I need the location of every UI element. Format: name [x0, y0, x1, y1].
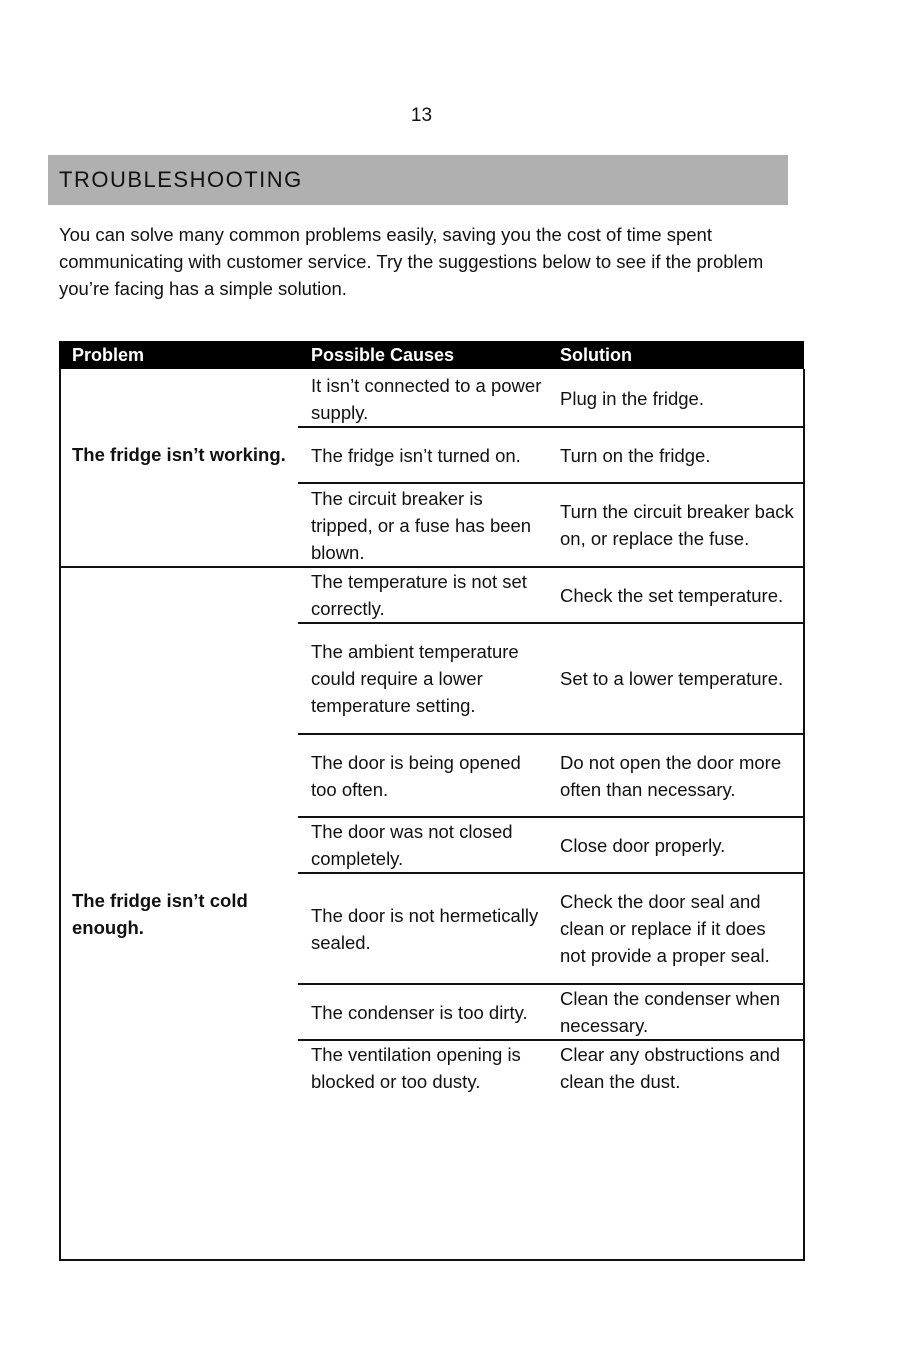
cause-cell: The ventilation opening is blocked or too dusty. [311, 1044, 521, 1092]
solution-cell: Clean the condenser when necessary. [560, 988, 781, 1036]
solution-cell: Check the set temperature. [560, 584, 784, 606]
header-possible-causes: Possible Causes [311, 345, 455, 365]
cause-cell: The fridge isn’t turned on. [311, 444, 521, 466]
section-title: TROUBLESHOOTING [59, 167, 303, 192]
troubleshooting-table [59, 341, 804, 1261]
problem-fridge-not-cold: The fridge isn’t cold enough. [72, 890, 248, 938]
table-border-right [803, 369, 805, 1261]
problem-fridge-not-working: The fridge isn’t working. [72, 444, 286, 465]
solution-cell: Check the door seal and clean or replace if it does not provide a proper seal. [560, 891, 770, 966]
solution-cell: Plug in the fridge. [560, 388, 704, 409]
cause-cell: The condenser is too dirty. [311, 1001, 528, 1023]
cause-cell: It isn’t connected to a power supply. [311, 374, 542, 423]
page-number: 13 [410, 105, 433, 126]
table-header [59, 341, 804, 369]
solution-cell: Turn the circuit breaker back on, or replace the fuse. [560, 501, 794, 549]
solution-cell: Close door properly. [560, 834, 726, 856]
cause-cell: The ambient temperature could require a lower temperature setting. [311, 641, 519, 716]
cause-cell: The door is being opened too often. [311, 751, 521, 800]
section-banner [48, 155, 788, 205]
solution-cell: Turn on the fridge. [560, 444, 711, 466]
header-problem: Problem [72, 345, 145, 365]
solution-cell: Clear any obstructions and clean the dust. [560, 1044, 781, 1092]
table-border-bottom-left [59, 1259, 299, 1261]
cause-cell: The door was not closed completely. [311, 821, 513, 869]
cause-cell: The door is not hermetically sealed. [311, 904, 539, 953]
header-solution: Solution [560, 345, 632, 365]
cause-cell: The temperature is not set correctly. [311, 571, 527, 619]
cause-cell: The circuit breaker is tripped, or a fuse has been blown. [311, 487, 532, 563]
solution-cell: Do not open the door more often than necessary. [560, 751, 782, 800]
solution-cell: Set to a lower temperature. [560, 668, 784, 689]
intro-paragraph: You can solve many common problems easily, saving you the cost of time spent communicating with customer service. Try the suggestions below to see if the problem you’re facing has a simple solution. [59, 224, 764, 299]
table-border-bottom-right [298, 1259, 804, 1261]
table-border-left [59, 369, 61, 1260]
